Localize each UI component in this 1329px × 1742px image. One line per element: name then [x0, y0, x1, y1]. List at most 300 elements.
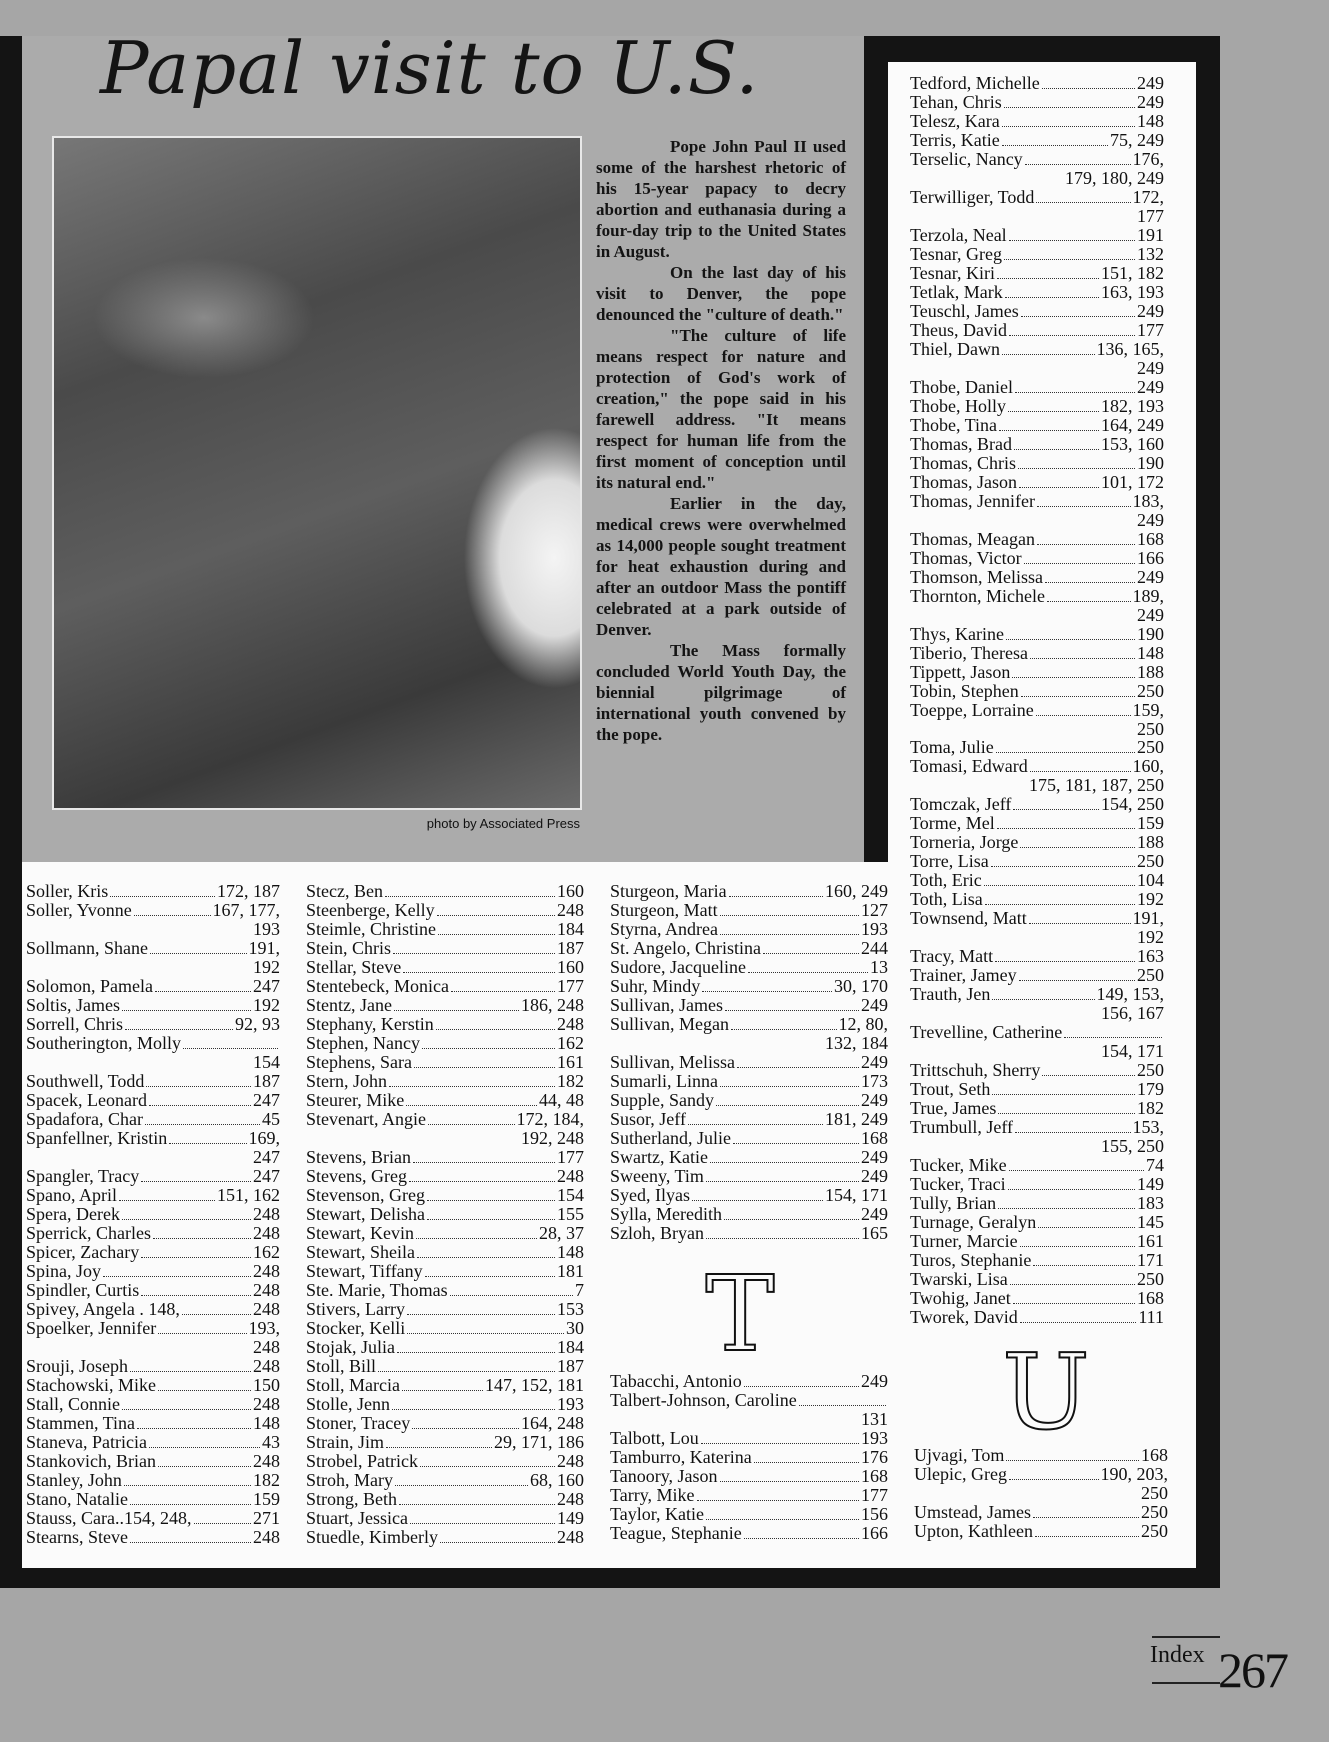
index-entry-name: Sollmann, Shane [26, 937, 148, 958]
index-entry [306, 1319, 584, 1338]
index-entry-pages: 160 [557, 957, 584, 977]
dot-leader [422, 1048, 555, 1049]
page-number: 267 [1218, 1642, 1287, 1698]
index-entry-pages: 160, [1132, 756, 1164, 777]
index-entry [306, 1528, 584, 1547]
index-entry-name: Staneva, Patricia [26, 1431, 147, 1452]
index-entry [910, 112, 1164, 131]
index-entry-pages: 172, 187 [217, 881, 280, 901]
index-entry-pages: 193, [248, 1317, 280, 1338]
pope-photo [52, 136, 582, 810]
dot-leader [145, 1124, 260, 1125]
index-entry-name: Toth, Eric [910, 870, 982, 891]
footer-label: Index [1150, 1642, 1205, 1668]
index-entry-name: Southerington, Molly [26, 1032, 182, 1053]
index-entry-name: Toma, Julie [910, 737, 994, 758]
index-entry-pages: 250 [1137, 680, 1164, 701]
dot-leader [169, 1143, 246, 1144]
index-entry-pages: 192 [1137, 889, 1164, 910]
index-entry [914, 1503, 1168, 1522]
index-entry-name: Soller, Kris [26, 881, 109, 901]
index-entry-name: Spangler, Tracy [26, 1165, 140, 1186]
index-entry [306, 1015, 584, 1034]
index-entry [306, 1471, 584, 1490]
index-entry [610, 977, 888, 996]
index-entry-pages: 177 [861, 1484, 888, 1505]
index-entry-name: Toeppe, Lorraine [910, 699, 1034, 720]
index-entry-name: Spivey, Angela . 148, [26, 1298, 180, 1319]
index-entry-pages: 172, [1132, 186, 1164, 207]
index-entry-continued-pages: 192 [1137, 927, 1164, 948]
index-entry [26, 1452, 280, 1471]
index-entry [910, 1289, 1164, 1308]
index-entry-name: Stein, Chris [306, 938, 392, 958]
index-entry-name: Stachowski, Mike [26, 1374, 156, 1395]
index-entry [910, 852, 1164, 871]
index-entry [910, 1175, 1164, 1194]
dot-leader [1015, 1132, 1130, 1133]
index-entry-pages: 182 [253, 1469, 280, 1490]
index-entry-pages: 248 [557, 1450, 584, 1471]
dot-leader [1021, 696, 1135, 697]
index-entry-pages: 248 [253, 1393, 280, 1414]
index-entry [306, 1110, 584, 1129]
index-entry-name: Townsend, Matt [910, 908, 1027, 929]
index-entry-continued-pages: 248 [253, 1336, 280, 1357]
index-entry [910, 568, 1164, 587]
index-entry-pages: 176 [861, 1446, 888, 1467]
index-entry-name: Stewart, Delisha [306, 1203, 425, 1224]
index-column-2 [306, 882, 584, 1547]
dot-leader [763, 953, 859, 954]
index-entry [610, 1467, 888, 1486]
index-entry-pages: 184 [557, 919, 584, 939]
index-entry-name: Srouji, Joseph [26, 1355, 129, 1376]
index-entry-pages: 160 [557, 881, 584, 901]
index-entry-pages: 249 [1137, 300, 1164, 321]
dot-leader [406, 1105, 537, 1106]
index-entry [910, 795, 1164, 814]
dot-leader [122, 1409, 251, 1410]
index-entry [306, 901, 584, 920]
dot-leader [1009, 1170, 1144, 1171]
index-entry-pages: 247 [253, 1089, 280, 1110]
dot-leader [125, 1029, 233, 1030]
index-entry-name: Teague, Stephanie [610, 1522, 742, 1543]
index-entry [610, 1505, 888, 1524]
dot-leader [1035, 1536, 1139, 1537]
index-entry [910, 416, 1164, 435]
dot-leader [733, 1143, 859, 1144]
dot-leader [182, 1314, 251, 1315]
index-entry-pages: 190 [1137, 452, 1164, 473]
index-entry-pages: 179 [1137, 1079, 1164, 1100]
index-entry-pages: 190, 203, [1100, 1464, 1168, 1484]
index-entry-name: Stecz, Ben [306, 881, 383, 901]
index-entry [26, 1129, 280, 1148]
index-entry-pages: 148 [253, 1412, 280, 1433]
index-entry [910, 93, 1164, 112]
index-entry [306, 882, 584, 901]
index-entry-name: Stuart, Jessica [306, 1507, 408, 1528]
dot-leader [1004, 107, 1135, 108]
dot-leader [153, 1238, 251, 1239]
index-entry-continued-pages: 249 [1137, 604, 1164, 625]
index-entry [910, 340, 1164, 359]
index-entry-pages: 249 [861, 1051, 888, 1072]
index-entry-name: Supple, Sandy [610, 1089, 715, 1110]
dot-leader [1006, 639, 1135, 640]
index-entry [910, 549, 1164, 568]
index-entry-pages: 164, 248 [521, 1412, 584, 1433]
index-entry-name: Sutherland, Julie [610, 1127, 731, 1148]
dot-leader [710, 1162, 859, 1163]
dot-leader [737, 1067, 859, 1068]
index-entry-name: Tucker, Traci [910, 1173, 1006, 1194]
index-entry-name: Tetlak, Mark [910, 281, 1003, 302]
index-entry-pages: 249 [861, 1146, 888, 1167]
dot-leader [731, 1029, 837, 1030]
dot-leader [119, 1200, 215, 1201]
dot-leader [1008, 1189, 1135, 1190]
index-entry-pages: 168 [861, 1127, 888, 1148]
index-entry [610, 1486, 888, 1505]
index-entry-pages: 161 [557, 1052, 584, 1072]
index-column-6 [914, 1446, 1168, 1541]
dot-leader [130, 1542, 251, 1543]
index-entry [26, 901, 280, 920]
dot-leader [141, 1181, 251, 1182]
index-entry-name: Stankovich, Brian [26, 1450, 156, 1471]
index-entry [26, 1015, 280, 1034]
dot-leader [451, 991, 555, 992]
index-entry-name: Trainer, Jamey [910, 965, 1017, 986]
index-entry-pages: 12, 80, [838, 1014, 888, 1034]
index-entry-name: Thomas, Jennifer [910, 490, 1035, 511]
index-entry-name: Talbert-Johnson, Caroline [610, 1390, 797, 1410]
index-entry [306, 1072, 584, 1091]
index-entry [910, 188, 1164, 207]
index-entry-name: Stevenson, Greg [306, 1184, 425, 1205]
index-entry-pages: 164, 249 [1101, 414, 1164, 435]
index-entry-name: Tamburro, Katerina [610, 1446, 752, 1467]
index-entry-name: Stoll, Bill [306, 1355, 377, 1376]
index-entry [910, 492, 1164, 511]
dot-leader [137, 1428, 251, 1429]
dot-leader [725, 1010, 859, 1011]
index-entry-pages: 248 [253, 1450, 280, 1471]
index-entry [26, 1243, 280, 1262]
dot-leader [1038, 1227, 1135, 1228]
index-entry-pages: 44, 48 [539, 1090, 584, 1110]
index-entry-pages: 153 [557, 1298, 584, 1319]
index-entry-pages: 162 [557, 1033, 584, 1053]
index-entry-name: Spadafora, Char [26, 1108, 143, 1129]
dot-leader [130, 1371, 251, 1372]
index-entry-pages: 177 [557, 976, 584, 996]
left-border [0, 36, 22, 1576]
dot-leader [995, 961, 1135, 962]
index-entry-name: Stephany, Kerstin [306, 1014, 434, 1034]
index-entry-name: Trittschuh, Sherry [910, 1060, 1041, 1081]
index-entry [306, 1395, 584, 1414]
dot-leader [1042, 88, 1135, 89]
index-entry-pages: 249 [861, 1203, 888, 1224]
index-entry [910, 1118, 1164, 1137]
index-entry-name: Terzola, Neal [910, 224, 1007, 245]
index-entry-name: Ulepic, Greg [914, 1464, 1007, 1484]
index-entry [306, 1186, 584, 1205]
article-paragraph: Pope John Paul II used some of the harshest rhetoric of his 15-year papacy to decry abortion and euthanasia during a four-day trip to the United States in August. [596, 137, 846, 261]
index-entry-name: Umstead, James [914, 1501, 1031, 1522]
index-entry-name: Tomczak, Jeff [910, 794, 1012, 815]
index-entry [910, 909, 1164, 928]
index-entry [306, 1433, 584, 1452]
index-entry-name: Sullivan, James [610, 995, 723, 1015]
index-entry-pages: 249 [1137, 566, 1164, 587]
dot-leader [1009, 1479, 1099, 1480]
index-entry-name: Tucker, Mike [910, 1154, 1007, 1175]
index-entry-name: Soltis, James [26, 994, 121, 1015]
index-entry-name: Spindler, Curtis [26, 1279, 140, 1300]
dot-leader [427, 1219, 555, 1220]
index-entry [910, 644, 1164, 663]
index-entry-pages: 247 [253, 1165, 280, 1186]
dot-leader [413, 1162, 555, 1163]
dot-leader [1006, 1460, 1139, 1461]
index-entry-pages: 181, 249 [825, 1108, 888, 1129]
index-entry-pages: 165 [861, 1222, 888, 1243]
dot-leader [141, 1257, 251, 1258]
index-entry [26, 1319, 280, 1338]
dot-leader [414, 1067, 555, 1068]
index-entry-name: Stivers, Larry [306, 1298, 405, 1319]
dot-leader [716, 1105, 859, 1106]
index-entry-pages: 171 [1137, 1249, 1164, 1270]
index-entry [306, 1509, 584, 1528]
dot-leader [1029, 923, 1131, 924]
dot-leader [1045, 582, 1135, 583]
index-entry-pages: 248 [557, 1165, 584, 1186]
index-entry-pages: 74 [1146, 1154, 1164, 1175]
index-entry-continued-pages: 249 [1137, 357, 1164, 378]
index-entry [910, 1080, 1164, 1099]
index-entry-name: Thobe, Tina [910, 414, 998, 435]
index-entry-name: Sylla, Meredith [610, 1203, 722, 1224]
index-entry-name: Stevens, Brian [306, 1146, 411, 1167]
index-entry [306, 1167, 584, 1186]
index-entry-name: Tabacchi, Antonio [610, 1371, 742, 1391]
index-entry-pages: 249 [861, 995, 888, 1015]
article-paragraph: On the last day of his visit to Denver, the pope denounced the "culture of death." [596, 263, 846, 324]
dot-leader [410, 1523, 555, 1524]
index-entry-pages: 249 [861, 1165, 888, 1186]
index-entry [306, 977, 584, 996]
dot-leader [991, 866, 1135, 867]
dot-leader [1009, 335, 1135, 336]
index-entry-name: Turner, Marcie [910, 1230, 1018, 1251]
index-entry-name: Stearns, Steve [26, 1526, 128, 1547]
index-entry-name: Tanoory, Jason [610, 1465, 718, 1486]
index-entry [910, 947, 1164, 966]
index-entry-pages: 248 [253, 1203, 280, 1224]
index-entry-name: Southwell, Todd [26, 1070, 145, 1091]
index-entry-name: Sorrell, Chris [26, 1013, 123, 1034]
index-entry-pages: 189, [1132, 585, 1164, 606]
index-entry-pages: 151, 162 [217, 1184, 280, 1205]
dot-leader [1036, 202, 1130, 203]
index-entry [910, 966, 1164, 985]
index-entry-pages: 159, [1132, 699, 1164, 720]
index-entry-name: Thomas, Jason [910, 471, 1017, 492]
index-entry-name: Stern, John [306, 1071, 387, 1091]
dot-leader [729, 896, 823, 897]
index-entry-name: Tehan, Chris [910, 92, 1002, 112]
index-entry [306, 1148, 584, 1167]
dot-leader [440, 1542, 555, 1543]
dot-leader [720, 1481, 859, 1482]
index-entry-name: Strobel, Patrick [306, 1450, 418, 1471]
index-entry-name: Stauss, Cara..154, 248, [26, 1507, 192, 1528]
index-entry [910, 397, 1164, 416]
index-entry-name: Tully, Brian [910, 1192, 997, 1213]
dot-leader [407, 1314, 555, 1315]
index-entry-name: Tworek, David [910, 1306, 1018, 1327]
index-entry-pages: 193 [557, 1393, 584, 1414]
index-entry [306, 1338, 584, 1357]
index-entry-pages: 127 [861, 900, 888, 920]
dot-leader [720, 1086, 859, 1087]
index-entry-name: Telesz, Kara [910, 111, 1000, 131]
index-entry-pages: 244 [861, 938, 888, 958]
index-entry-pages: 154 [557, 1184, 584, 1205]
index-entry-name: Solomon, Pamela [26, 975, 153, 996]
index-entry [306, 996, 584, 1015]
index-entry-continued-pages: 156, 167 [1101, 1003, 1164, 1024]
index-entry [910, 738, 1164, 757]
index-entry-pages: 168 [1141, 1445, 1168, 1465]
dot-leader [1024, 563, 1135, 564]
dot-leader [183, 1048, 278, 1049]
index-entry [26, 882, 280, 901]
dot-leader [1033, 1265, 1135, 1266]
index-column-1 [26, 882, 280, 1547]
index-entry-name: Stentebeck, Monica [306, 976, 449, 996]
index-entry [910, 378, 1164, 397]
dot-leader [1036, 715, 1131, 716]
index-entry [26, 1414, 280, 1433]
index-entry [306, 1034, 584, 1053]
index-entry-name: Tomasi, Edward [910, 756, 1028, 777]
index-entry [910, 283, 1164, 302]
index-entry [306, 1262, 584, 1281]
dot-leader [417, 1257, 555, 1258]
dot-leader [393, 953, 555, 954]
index-entry-name: Tesnar, Greg [910, 243, 1002, 264]
index-entry [306, 1300, 584, 1319]
index-entry-name: Stocker, Kelli [306, 1317, 406, 1338]
index-entry-name: Twarski, Lisa [910, 1268, 1008, 1289]
index-entry-name: Trout, Seth [910, 1079, 991, 1100]
dot-leader [1002, 126, 1135, 127]
index-entry-continued-pages: 179, 180, 249 [1065, 168, 1164, 188]
index-entry [306, 1357, 584, 1376]
index-entry [610, 1429, 888, 1448]
index-entry [26, 1186, 280, 1205]
index-entry [610, 1524, 888, 1543]
index-entry [910, 530, 1164, 549]
index-entry-name: Spanfellner, Kristin [26, 1127, 168, 1148]
index-entry [910, 1270, 1164, 1289]
index-entry-name: Suhr, Mindy [610, 976, 701, 996]
index-entry [26, 1034, 280, 1053]
dot-leader [420, 1466, 555, 1467]
index-entry [306, 920, 584, 939]
dot-leader [996, 752, 1135, 753]
index-entry-pages: 28, 37 [539, 1222, 584, 1243]
index-entry [610, 1091, 888, 1110]
index-entry-pages: 187 [557, 938, 584, 958]
index-entry [610, 1391, 888, 1410]
index-entry-pages: 250 [1137, 851, 1164, 872]
index-entry-pages: 248 [557, 900, 584, 920]
index-entry-name: Thomas, Brad [910, 433, 1012, 454]
index-entry-name: Soller, Yvonne [26, 900, 132, 920]
dot-leader [1064, 1037, 1162, 1038]
index-entry-name: Stoner, Tracey [306, 1412, 411, 1433]
index-entry-name: Spacek, Leonard [26, 1089, 147, 1110]
dot-leader [1019, 487, 1099, 488]
index-entry-pages: 176, [1132, 149, 1164, 169]
dot-leader [399, 1504, 555, 1505]
index-entry [910, 1156, 1164, 1175]
index-entry [914, 1522, 1168, 1541]
index-entry-pages: 45 [262, 1108, 280, 1129]
index-entry-pages: 13 [870, 957, 888, 977]
index-entry-pages: 30 [566, 1317, 584, 1338]
dot-leader [378, 1371, 555, 1372]
index-entry [26, 1433, 280, 1452]
index-entry [910, 625, 1164, 644]
dot-leader [999, 430, 1099, 431]
index-entry [910, 1099, 1164, 1118]
index-entry [910, 814, 1164, 833]
index-entry-pages: 184 [557, 1336, 584, 1357]
index-entry [610, 1053, 888, 1072]
index-entry [306, 1224, 584, 1243]
dot-leader [416, 1238, 537, 1239]
index-entry-pages: 30, 170 [834, 976, 888, 996]
index-entry-pages: 191 [1137, 224, 1164, 245]
index-entry-name: Spano, April [26, 1184, 118, 1205]
index-entry [26, 1357, 280, 1376]
dot-leader [706, 1238, 859, 1239]
dot-leader [158, 1466, 251, 1467]
index-entry-name: Upton, Kathleen [914, 1520, 1033, 1541]
dot-leader [412, 1428, 519, 1429]
index-entry [910, 150, 1164, 169]
index-entry-pages: 190 [1137, 623, 1164, 644]
index-entry-name: Terwilliger, Todd [910, 186, 1035, 207]
index-entry-name: Stall, Connie [26, 1393, 120, 1414]
footer-rule-top [1152, 1636, 1220, 1638]
index-entry [910, 245, 1164, 264]
dot-leader [1009, 240, 1135, 241]
index-entry-name: Stolle, Jenn [306, 1393, 390, 1414]
index-entry-name: Strong, Beth [306, 1488, 398, 1509]
dot-leader [407, 1333, 564, 1334]
index-entry [610, 1015, 888, 1034]
